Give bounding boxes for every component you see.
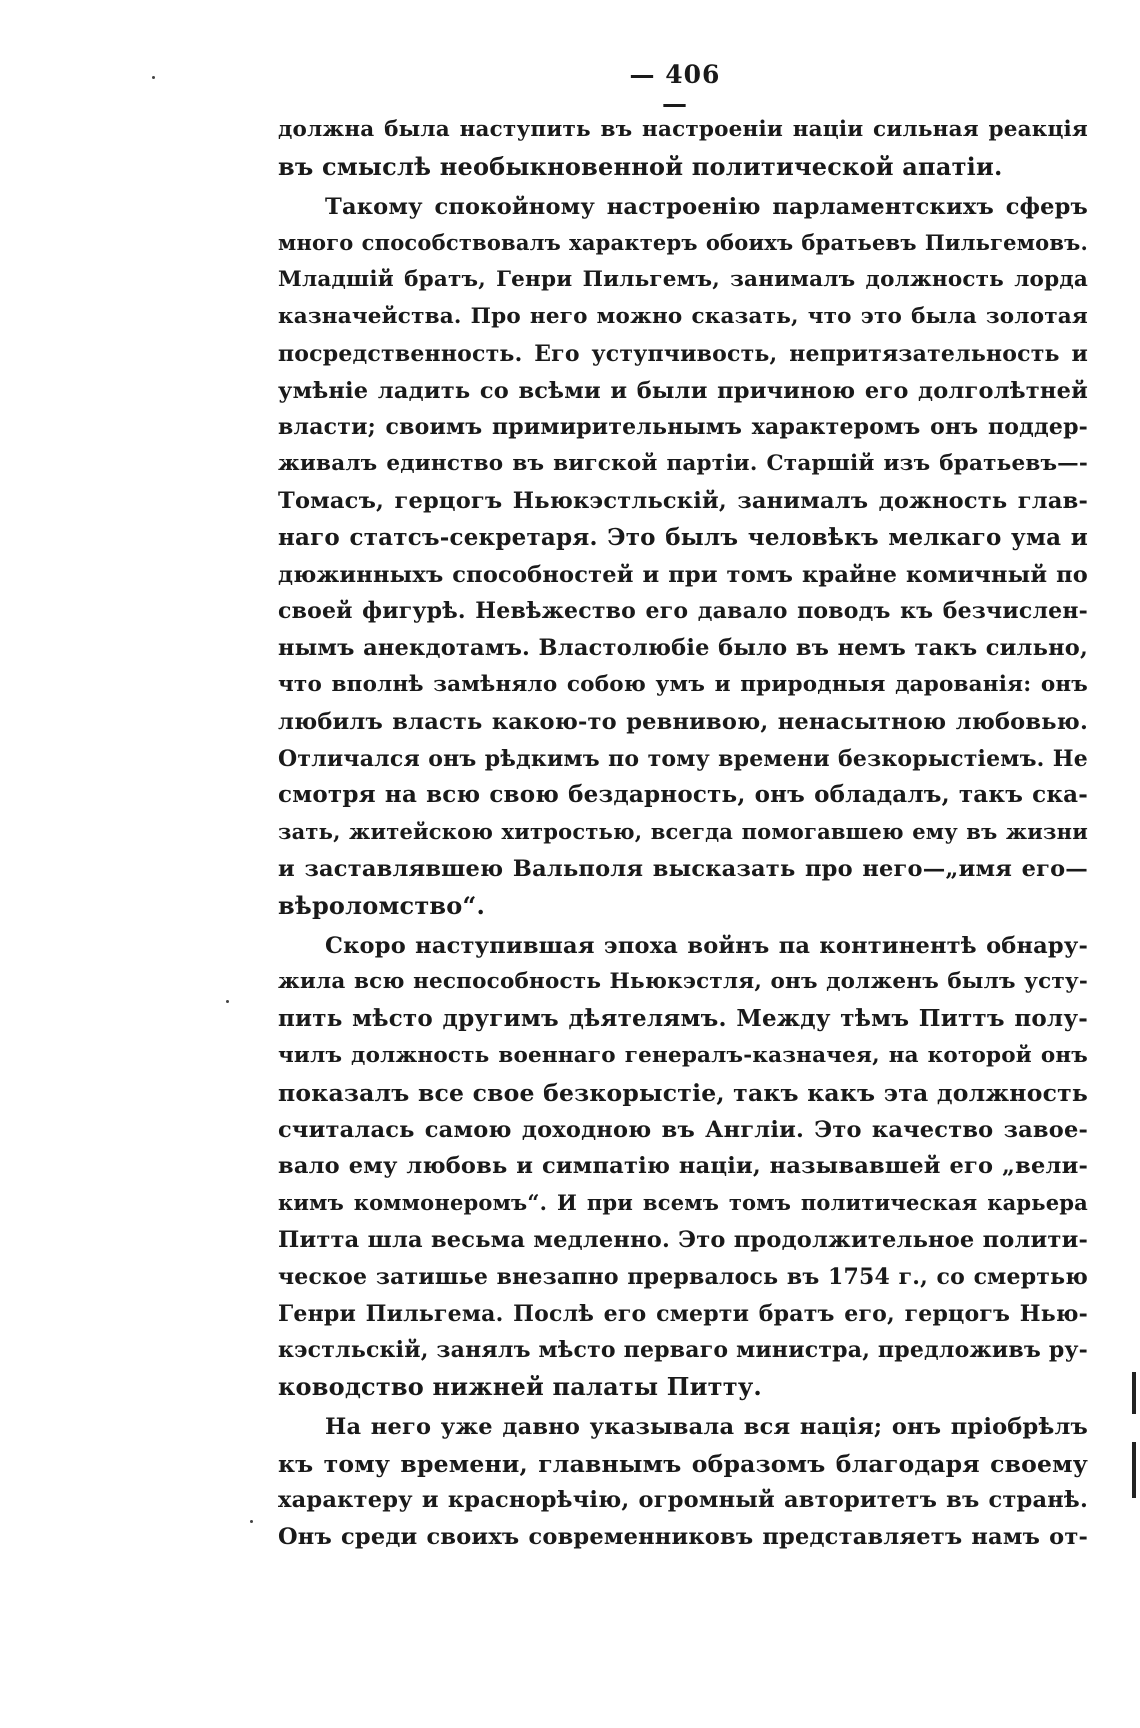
page-number: — 406 — — [629, 60, 721, 118]
text-line: вѣроломство“. — [278, 890, 486, 920]
paragraph — [278, 112, 1088, 186]
text-line: своей фигурѣ. Невѣжество его давало поводъ къ безчислен- — [278, 598, 1088, 625]
text-line: смотря на всю свою бездарность, онъ обладалъ, такъ ска- — [278, 781, 1088, 809]
text-line: Такому спокойному настроенію парламентскихъ сферъ — [325, 193, 1088, 220]
text-line: къ тому времени, главнымъ образомъ благодаря своему — [278, 1449, 1088, 1478]
text-line: должна была наступить въ настроеніи націи сильная реакція — [278, 117, 1088, 142]
text-line: жила всю неспособность Ньюкэстля, онъ долженъ былъ усту- — [278, 969, 1088, 995]
paragraph — [278, 189, 1088, 925]
text-line: Скоро наступившая эпоха войнъ па континентѣ обнару- — [325, 932, 1088, 959]
text-line: чилъ должность военнаго генералъ-казначея, на которой онъ — [278, 1042, 1088, 1068]
scan-speck — [226, 1000, 229, 1003]
text-line: пить мѣсто другимъ дѣятелямъ. Между тѣмъ Питтъ полу- — [278, 1005, 1088, 1033]
text-line: ководство нижней палаты Питту. — [278, 1372, 762, 1402]
text-line: умѣніе ладить со всѣми и были причиною его долголѣтней — [278, 377, 1088, 404]
scan-speck — [152, 76, 155, 79]
text-line: дюжинныхъ способностей и при томъ крайне комичный по — [278, 561, 1088, 588]
text-line: что вполнѣ замѣняло собою умъ и природныя дарованія: онъ — [278, 671, 1088, 697]
text-line: Отличался онъ рѣдкимъ по тому времени безкорыстіемъ. Не — [278, 745, 1088, 772]
text-line: власти; своимъ примирительнымъ характеромъ онъ поддер- — [278, 414, 1088, 441]
text-line: казначейства. Про него можно сказать, что это была золотая — [278, 303, 1088, 329]
paragraph — [278, 928, 1088, 1406]
scan-edge-mark — [1132, 1372, 1136, 1414]
text-line: любилъ власть какою-то ревнивою, ненасытною любовью. — [278, 708, 1088, 735]
text-line: посредственность. Его уступчивость, непритязательность и — [278, 340, 1088, 367]
text-line: Генри Пильгема. Послѣ его смерти братъ его, герцогъ Нью- — [278, 1300, 1088, 1327]
text-line: много способствовалъ характеръ обоихъ братьевъ Пильгемовъ. — [278, 230, 1088, 256]
text-line: Онъ среди своихъ современниковъ представляетъ намъ от- — [278, 1524, 1088, 1551]
scan-edge-mark — [1132, 1442, 1136, 1498]
text-line: Питта шла весьма медленно. Это продолжительное полити- — [278, 1226, 1088, 1253]
text-line: зать, житейскою хитростью, всегда помогавшею ему въ жизни — [278, 819, 1088, 845]
text-line: вало ему любовь и симпатію націи, называвшей его „вели- — [278, 1153, 1088, 1180]
text-line: наго статсъ-секретаря. Это былъ человѣкъ мелкаго ума и — [278, 523, 1088, 551]
body-text — [278, 112, 1088, 1556]
text-line: въ смыслѣ необыкновенной политической апатіи. — [278, 151, 1003, 181]
text-line: характеру и краснорѣчію, огромный авторитетъ въ странѣ. — [278, 1487, 1088, 1514]
scan-speck — [250, 1520, 253, 1523]
text-line: живалъ единство въ вигской партіи. Старшій изъ братьевъ—- — [278, 451, 1088, 477]
text-line: Младшій братъ, Генри Пильгемъ, занималъ должность лорда — [278, 267, 1088, 293]
text-line: ческое затишье внезапно прервалось въ 1754 г., со смертью — [278, 1263, 1088, 1290]
text-line: кэстльскій, занялъ мѣсто перваго министра, предложивъ ру- — [278, 1337, 1088, 1364]
text-line: считалась самою доходною въ Англіи. Это качество завое- — [278, 1116, 1088, 1143]
text-line: кимъ коммонеромъ“. И при всемъ томъ политическая карьера — [278, 1190, 1088, 1216]
text-line: показалъ все свое безкорыстіе, такъ какъ эта должность — [278, 1078, 1088, 1107]
text-line: нымъ анекдотамъ. Властолюбіе было въ немъ такъ сильно, — [278, 635, 1088, 662]
text-line: и заставлявшею Вальполя высказать про него—„имя его— — [278, 855, 1088, 882]
text-line: На него уже давно указывала вся нація; онъ пріобрѣлъ — [325, 1413, 1088, 1440]
paragraph — [278, 1409, 1088, 1556]
text-line: Томасъ, герцогъ Ньюкэстльскій, занималъ дожность глав- — [278, 487, 1088, 514]
